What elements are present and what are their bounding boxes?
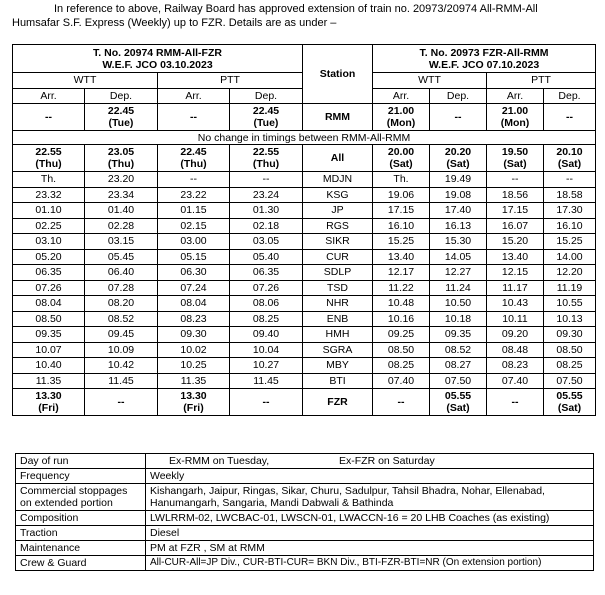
time-cell: 07.26 — [13, 280, 85, 296]
station-cell: All — [303, 145, 373, 172]
time-cell: 03.05 — [230, 234, 303, 250]
right-train-header — [373, 45, 596, 73]
frequency-value: Weekly — [146, 469, 594, 484]
table-row — [13, 280, 596, 296]
time-cell: 07.26 — [230, 280, 303, 296]
time-cell: 08.48 — [487, 342, 544, 358]
time-cell: -- — [230, 172, 303, 188]
day-of-run-value: Ex-RMM on Tuesday, Ex-FZR on Saturday — [146, 454, 594, 469]
time-cell: 10.07 — [13, 342, 85, 358]
table-row — [13, 234, 596, 250]
time-cell: 05.40 — [230, 249, 303, 265]
no-change-note: No change in timings between RMM-All-RMM — [13, 131, 596, 145]
time-cell: 10.25 — [158, 358, 230, 374]
time-cell: 12.15 — [487, 265, 544, 281]
time-cell: 23.20 — [85, 172, 158, 188]
time-cell: 10.16 — [373, 311, 430, 327]
time-cell: 07.28 — [85, 280, 158, 296]
time-cell: 17.15 — [373, 203, 430, 219]
left-ptt-header: PTT — [158, 73, 303, 89]
time-cell: 19.06 — [373, 187, 430, 203]
time-cell: 05.55 (Sat) — [430, 389, 487, 416]
arr-header: Arr. — [158, 88, 230, 104]
time-cell: 11.45 — [230, 373, 303, 389]
day-of-run-label: Day of run — [16, 454, 146, 469]
station-cell: RGS — [303, 218, 373, 234]
station-cell: RMM — [303, 104, 373, 131]
intro-line-1: In reference to above, Railway Board has approved extension of train no. 20973/20974 All-RMM-All — [54, 3, 538, 15]
time-cell: -- — [544, 104, 596, 131]
time-cell: 08.52 — [430, 342, 487, 358]
station-cell: FZR — [303, 389, 373, 416]
time-cell: 15.30 — [430, 234, 487, 250]
time-cell: 10.43 — [487, 296, 544, 312]
time-cell: 20.20 (Sat) — [430, 145, 487, 172]
station-cell: BTI — [303, 373, 373, 389]
time-cell: -- — [230, 389, 303, 416]
left-train-wef: W.E.F. JCO 03.10.2023 — [102, 58, 213, 71]
maintenance-label: Maintenance — [16, 541, 146, 556]
arr-header: Arr. — [487, 88, 544, 104]
station-cell: MDJN — [303, 172, 373, 188]
time-cell: 13.30 (Fri) — [13, 389, 85, 416]
time-cell: 22.45 (Tue) — [85, 104, 158, 131]
time-cell: 17.15 — [487, 203, 544, 219]
time-cell: 09.25 — [373, 327, 430, 343]
time-cell: 08.20 — [85, 296, 158, 312]
time-cell: -- — [158, 172, 230, 188]
table-row — [13, 373, 596, 389]
time-cell: 14.00 — [544, 249, 596, 265]
time-cell: 12.27 — [430, 265, 487, 281]
time-cell: -- — [85, 389, 158, 416]
table-row — [13, 342, 596, 358]
time-cell: 09.35 — [13, 327, 85, 343]
time-cell: 13.40 — [373, 249, 430, 265]
time-cell: 07.24 — [158, 280, 230, 296]
time-cell: Th. — [13, 172, 85, 188]
left-train-header — [13, 45, 303, 73]
time-cell: 10.13 — [544, 311, 596, 327]
time-cell: 09.45 — [85, 327, 158, 343]
time-cell: 16.10 — [373, 218, 430, 234]
time-cell: 23.34 — [85, 187, 158, 203]
time-cell: 22.55 (Thu) — [230, 145, 303, 172]
time-cell: 08.04 — [13, 296, 85, 312]
time-cell: 22.45 (Tue) — [230, 104, 303, 131]
time-cell: 09.35 — [430, 327, 487, 343]
table-row — [13, 265, 596, 281]
time-cell: 08.50 — [373, 342, 430, 358]
time-cell: 08.27 — [430, 358, 487, 374]
time-cell: 10.04 — [230, 342, 303, 358]
time-cell: 23.32 — [13, 187, 85, 203]
time-cell: 10.27 — [230, 358, 303, 374]
time-cell: -- — [373, 389, 430, 416]
time-cell: 08.25 — [230, 311, 303, 327]
time-cell: 23.05 (Thu) — [85, 145, 158, 172]
time-cell: 15.25 — [544, 234, 596, 250]
frequency-label: Frequency — [16, 469, 146, 484]
time-cell: 05.20 — [13, 249, 85, 265]
station-cell: KSG — [303, 187, 373, 203]
all-row — [13, 145, 596, 172]
time-cell: 11.35 — [13, 373, 85, 389]
traction-value: Diesel — [146, 526, 594, 541]
right-train-no: T. No. 20973 FZR-All-RMM — [419, 46, 549, 59]
time-cell: 16.07 — [487, 218, 544, 234]
time-cell: 08.50 — [13, 311, 85, 327]
right-ptt-header: PTT — [487, 73, 596, 89]
dep-header: Dep. — [430, 88, 487, 104]
time-cell: 23.22 — [158, 187, 230, 203]
right-wtt-header: WTT — [373, 73, 487, 89]
table-row — [13, 358, 596, 374]
station-cell: MBY — [303, 358, 373, 374]
time-cell: -- — [487, 389, 544, 416]
station-cell: SGRA — [303, 342, 373, 358]
time-cell: 10.02 — [158, 342, 230, 358]
time-cell: 01.40 — [85, 203, 158, 219]
time-cell: 19.49 — [430, 172, 487, 188]
time-cell: 01.30 — [230, 203, 303, 219]
time-cell: 22.55 (Thu) — [13, 145, 85, 172]
station-cell: SDLP — [303, 265, 373, 281]
time-cell: 05.55 (Sat) — [544, 389, 596, 416]
time-cell: 21.00 (Mon) — [487, 104, 544, 131]
time-cell: 10.18 — [430, 311, 487, 327]
time-cell: 11.22 — [373, 280, 430, 296]
time-cell: 08.25 — [373, 358, 430, 374]
fzr-row — [13, 389, 596, 416]
time-cell: -- — [430, 104, 487, 131]
time-cell: 08.50 — [544, 342, 596, 358]
time-cell: 03.00 — [158, 234, 230, 250]
time-cell: 07.50 — [544, 373, 596, 389]
maintenance-value: PM at FZR , SM at RMM — [146, 541, 594, 556]
table-row — [13, 172, 596, 188]
time-cell: 08.52 — [85, 311, 158, 327]
time-cell: 19.50 (Sat) — [487, 145, 544, 172]
dep-header: Dep. — [230, 88, 303, 104]
time-cell: 10.55 — [544, 296, 596, 312]
station-header: Station — [303, 45, 373, 104]
crew-value: All-CUR-All=JP Div., CUR-BTI-CUR= BKN Div., BTI-FZR-BTI=NR (On extension portion) — [146, 556, 594, 571]
time-cell: 09.40 — [230, 327, 303, 343]
intro-paragraph — [12, 2, 597, 30]
time-cell: 10.40 — [13, 358, 85, 374]
time-cell: -- — [158, 104, 230, 131]
train-details-table — [15, 453, 594, 571]
table-row — [13, 296, 596, 312]
time-cell: 20.10 (Sat) — [544, 145, 596, 172]
time-cell: 02.15 — [158, 218, 230, 234]
time-cell: 10.42 — [85, 358, 158, 374]
time-cell: 06.30 — [158, 265, 230, 281]
right-train-wef: W.E.F. JCO 07.10.2023 — [428, 58, 540, 71]
time-cell: 01.15 — [158, 203, 230, 219]
arr-header: Arr. — [13, 88, 85, 104]
arr-header: Arr. — [373, 88, 430, 104]
station-cell: SIKR — [303, 234, 373, 250]
time-cell: 15.25 — [373, 234, 430, 250]
time-cell: -- — [544, 172, 596, 188]
time-cell: 05.15 — [158, 249, 230, 265]
station-cell: CUR — [303, 249, 373, 265]
time-cell: 03.15 — [85, 234, 158, 250]
time-cell: 07.40 — [487, 373, 544, 389]
time-cell: 17.40 — [430, 203, 487, 219]
table-row — [13, 327, 596, 343]
time-cell: 11.35 — [158, 373, 230, 389]
station-cell: HMH — [303, 327, 373, 343]
time-cell: 06.35 — [230, 265, 303, 281]
time-cell: 16.10 — [544, 218, 596, 234]
time-cell: 02.18 — [230, 218, 303, 234]
time-cell: 11.24 — [430, 280, 487, 296]
table-row — [13, 203, 596, 219]
time-cell: 22.45 (Thu) — [158, 145, 230, 172]
left-wtt-header: WTT — [13, 73, 158, 89]
time-cell: 10.09 — [85, 342, 158, 358]
time-cell: 09.30 — [158, 327, 230, 343]
time-cell: Th. — [373, 172, 430, 188]
station-cell: TSD — [303, 280, 373, 296]
intro-line-2: Humsafar S.F. Express (Weekly) up to FZR. Details are as under – — [12, 17, 337, 29]
time-cell: 10.50 — [430, 296, 487, 312]
station-cell: ENB — [303, 311, 373, 327]
composition-value: LWLRRM-02, LWCBAC-01, LWSCN-01, LWACCN-16 = 20 LHB Coaches (as existing) — [146, 511, 594, 526]
time-cell: 03.10 — [13, 234, 85, 250]
time-cell: 01.10 — [13, 203, 85, 219]
timetable — [12, 44, 596, 416]
time-cell: 12.17 — [373, 265, 430, 281]
station-cell: NHR — [303, 296, 373, 312]
time-cell: 07.40 — [373, 373, 430, 389]
time-cell: 09.30 — [544, 327, 596, 343]
time-cell: 02.25 — [13, 218, 85, 234]
time-cell: 11.45 — [85, 373, 158, 389]
table-row — [13, 187, 596, 203]
rmm-row — [13, 104, 596, 131]
dep-header: Dep. — [85, 88, 158, 104]
time-cell: 07.50 — [430, 373, 487, 389]
time-cell: 17.30 — [544, 203, 596, 219]
time-cell: 16.13 — [430, 218, 487, 234]
time-cell: 09.20 — [487, 327, 544, 343]
time-cell: 13.30 (Fri) — [158, 389, 230, 416]
time-cell: 06.35 — [13, 265, 85, 281]
stoppages-label: Commercial stoppages on extended portion — [16, 484, 146, 511]
time-cell: 06.40 — [85, 265, 158, 281]
table-row — [13, 311, 596, 327]
time-cell: 10.48 — [373, 296, 430, 312]
time-cell: 18.56 — [487, 187, 544, 203]
time-cell: 19.08 — [430, 187, 487, 203]
time-cell: 21.00 (Mon) — [373, 104, 430, 131]
time-cell: 05.45 — [85, 249, 158, 265]
time-cell: 08.25 — [544, 358, 596, 374]
time-cell: 20.00 (Sat) — [373, 145, 430, 172]
stoppages-value: Kishangarh, Jaipur, Ringas, Sikar, Churu, Sadulpur, Tahsil Bhadra, Nohar, Ellenabad, Hanumangarh, Sangaria, Mandi Dabwali & Bathinda — [146, 484, 594, 511]
time-cell: 13.40 — [487, 249, 544, 265]
time-cell: 02.28 — [85, 218, 158, 234]
time-cell: 11.19 — [544, 280, 596, 296]
time-cell: 23.24 — [230, 187, 303, 203]
time-cell: 08.23 — [487, 358, 544, 374]
time-cell: -- — [487, 172, 544, 188]
time-cell: 12.20 — [544, 265, 596, 281]
time-cell: 10.11 — [487, 311, 544, 327]
composition-label: Composition — [16, 511, 146, 526]
time-cell: 08.06 — [230, 296, 303, 312]
time-cell: 11.17 — [487, 280, 544, 296]
dep-header: Dep. — [544, 88, 596, 104]
time-cell: 15.20 — [487, 234, 544, 250]
table-row — [13, 218, 596, 234]
time-cell: 08.23 — [158, 311, 230, 327]
time-cell: 14.05 — [430, 249, 487, 265]
table-row — [13, 249, 596, 265]
time-cell: -- — [13, 104, 85, 131]
left-train-no: T. No. 20974 RMM-All-FZR — [93, 46, 222, 59]
traction-label: Traction — [16, 526, 146, 541]
time-cell: 18.58 — [544, 187, 596, 203]
crew-label: Crew & Guard — [16, 556, 146, 571]
time-cell: 08.04 — [158, 296, 230, 312]
station-cell: JP — [303, 203, 373, 219]
